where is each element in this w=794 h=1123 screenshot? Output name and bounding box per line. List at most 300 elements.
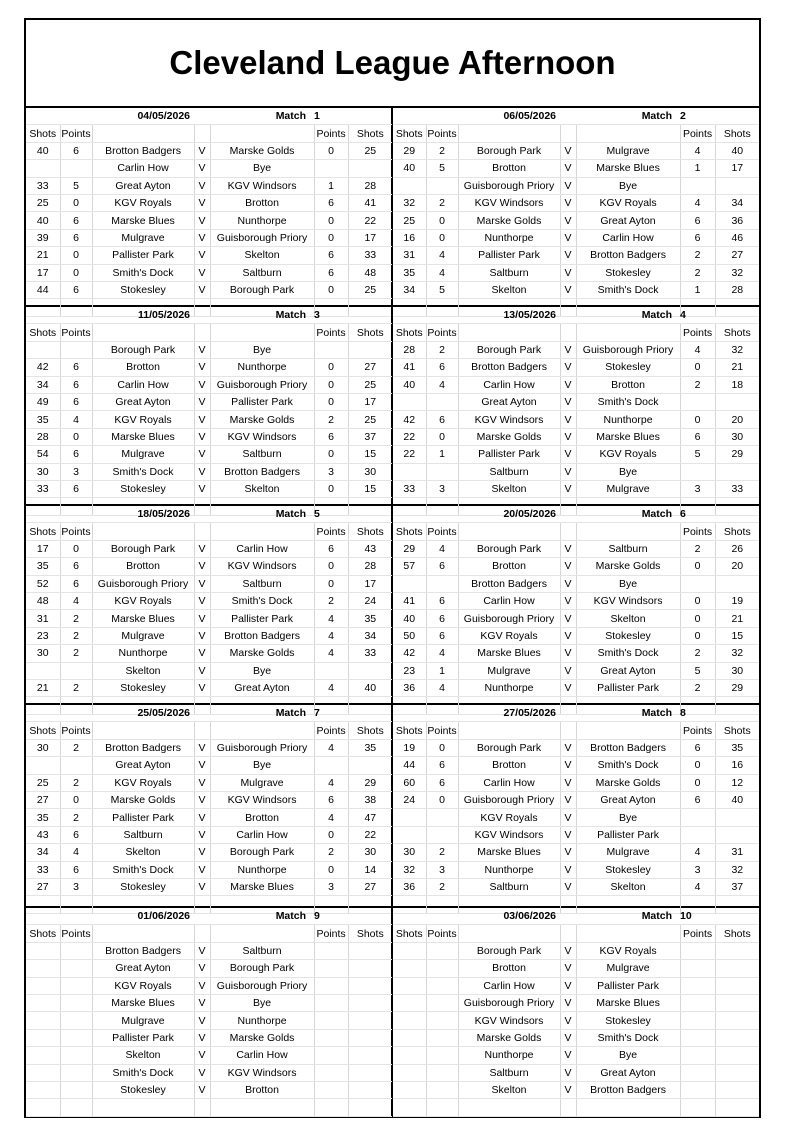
fixture-row (393, 463, 759, 480)
away-shots-header: Shots (715, 722, 759, 739)
home-points: 6 (60, 826, 92, 843)
away-points (314, 1081, 348, 1098)
away-points: 3 (680, 861, 715, 878)
home-points: 0 (426, 428, 458, 445)
home-points (60, 1029, 92, 1046)
match-date: 03/06/2026 (393, 908, 560, 925)
home-shots-header: Shots (26, 722, 60, 739)
away-points (314, 757, 348, 774)
home-shots (393, 1012, 426, 1029)
away-team: Brotton Badgers (210, 463, 314, 480)
away-shots (348, 977, 392, 994)
fixture-row (26, 540, 392, 557)
spacer (715, 705, 759, 722)
home-team: Skelton (92, 1047, 194, 1064)
home-shots: 21 (26, 679, 60, 696)
spacer (194, 324, 210, 341)
match-header-row (26, 307, 392, 324)
spacer (194, 722, 210, 739)
fixture-table (26, 506, 392, 715)
spacer (92, 324, 194, 341)
home-team: Smith's Dock (92, 463, 194, 480)
home-points: 5 (426, 281, 458, 298)
spacer (560, 108, 576, 125)
away-team: Stokesley (576, 264, 680, 281)
home-team: Mulgrave (92, 1012, 194, 1029)
away-shots: 47 (348, 809, 392, 826)
fixture-row (393, 177, 759, 194)
home-shots-header: Shots (393, 523, 426, 540)
away-team: Smith's Dock (576, 393, 680, 410)
home-shots: 40 (26, 212, 60, 229)
home-shots: 33 (26, 861, 60, 878)
away-shots-header: Shots (715, 523, 759, 540)
away-team: Bye (210, 160, 314, 177)
versus-label: V (560, 480, 576, 497)
away-points (314, 1012, 348, 1029)
versus-label: V (560, 861, 576, 878)
spacer (715, 506, 759, 523)
home-points: 2 (426, 341, 458, 358)
home-team: Carlin How (92, 160, 194, 177)
versus-label: V (560, 428, 576, 445)
match-header-row (26, 108, 392, 125)
versus-label: V (194, 592, 210, 609)
away-points: 2 (680, 679, 715, 696)
away-team: Brotton Badgers (576, 247, 680, 264)
fixture-row (26, 1047, 392, 1064)
home-shots: 30 (393, 844, 426, 861)
spacer (576, 722, 680, 739)
match-label: Match (210, 506, 314, 523)
home-shots: 32 (393, 194, 426, 211)
fixture-row (26, 977, 392, 994)
home-points: 6 (60, 359, 92, 376)
away-team: Brotton (210, 194, 314, 211)
home-team: Skelton (92, 662, 194, 679)
versus-label: V (194, 446, 210, 463)
away-points (680, 977, 715, 994)
home-team: Nunthorpe (458, 861, 560, 878)
spacer (560, 908, 576, 925)
fixture-row (26, 679, 392, 696)
blank-cell (715, 1099, 759, 1116)
home-team: Borough Park (92, 341, 194, 358)
home-points-header: Points (426, 722, 458, 739)
spacer (348, 108, 392, 125)
away-points: 0 (314, 142, 348, 159)
away-points: 6 (314, 540, 348, 557)
versus-label: V (194, 1081, 210, 1098)
away-team: Smith's Dock (576, 645, 680, 662)
versus-label: V (194, 1047, 210, 1064)
fixture-row (26, 142, 392, 159)
blank-cell (393, 1099, 426, 1116)
fixture-row (26, 878, 392, 895)
away-team: Marske Golds (576, 558, 680, 575)
home-points: 4 (60, 844, 92, 861)
away-shots: 24 (348, 592, 392, 609)
away-team: Brotton (210, 809, 314, 826)
away-team: Saltburn (210, 446, 314, 463)
versus-label: V (194, 878, 210, 895)
versus-label: V (560, 1012, 576, 1029)
home-team: Brotton Badgers (92, 739, 194, 756)
away-shots (348, 1047, 392, 1064)
home-team: Great Ayton (92, 960, 194, 977)
away-shots (715, 809, 759, 826)
fixture-row (393, 341, 759, 358)
blank-cell (60, 1099, 92, 1116)
versus-label: V (560, 809, 576, 826)
home-points: 6 (426, 774, 458, 791)
away-shots (348, 942, 392, 959)
away-points (680, 826, 715, 843)
away-team: Pallister Park (576, 977, 680, 994)
versus-label: V (560, 1064, 576, 1081)
home-team: Skelton (458, 1081, 560, 1098)
fixture-row (26, 826, 392, 843)
away-points: 0 (680, 592, 715, 609)
fixture-row (393, 1012, 759, 1029)
away-shots: 16 (715, 757, 759, 774)
home-points: 2 (60, 627, 92, 644)
home-team: Guisborough Priory (458, 610, 560, 627)
away-points: 4 (680, 341, 715, 358)
home-points (426, 177, 458, 194)
away-points: 4 (680, 844, 715, 861)
fixture-row (26, 393, 392, 410)
fixture-row (26, 739, 392, 756)
away-points: 4 (314, 739, 348, 756)
home-team: Borough Park (458, 942, 560, 959)
fixture-row (26, 1012, 392, 1029)
fixture-row (26, 844, 392, 861)
home-team: Marske Golds (458, 1029, 560, 1046)
match-label: Match (576, 705, 680, 722)
home-team: Stokesley (92, 281, 194, 298)
away-points: 6 (314, 791, 348, 808)
home-points: 0 (60, 540, 92, 557)
home-team: Guisborough Priory (92, 575, 194, 592)
home-points (426, 826, 458, 843)
away-shots: 30 (348, 844, 392, 861)
match-date: 27/05/2026 (393, 705, 560, 722)
home-shots (393, 1029, 426, 1046)
away-points-header: Points (314, 324, 348, 341)
home-points-header: Points (426, 324, 458, 341)
away-points: 0 (314, 376, 348, 393)
spacer (92, 523, 194, 540)
home-points: 4 (426, 247, 458, 264)
home-points: 6 (60, 393, 92, 410)
home-points: 6 (60, 281, 92, 298)
home-team: KGV Windsors (458, 826, 560, 843)
fixture-row (393, 281, 759, 298)
home-shots: 25 (26, 194, 60, 211)
home-points: 2 (60, 645, 92, 662)
versus-label: V (560, 540, 576, 557)
away-points: 0 (314, 281, 348, 298)
home-team: Brotton Badgers (458, 359, 560, 376)
fixture-row (26, 809, 392, 826)
fixture-row (393, 977, 759, 994)
away-shots (715, 1029, 759, 1046)
home-shots: 35 (393, 264, 426, 281)
away-team: Pallister Park (210, 610, 314, 627)
versus-label: V (560, 739, 576, 756)
blank-cell (92, 1099, 194, 1116)
home-shots: 50 (393, 627, 426, 644)
home-shots: 42 (393, 411, 426, 428)
home-points: 4 (60, 411, 92, 428)
away-shots (348, 1064, 392, 1081)
home-team: Marske Blues (92, 212, 194, 229)
versus-label: V (194, 177, 210, 194)
fixture-row (26, 558, 392, 575)
home-shots: 22 (393, 428, 426, 445)
home-shots: 34 (393, 281, 426, 298)
match-number: 10 (680, 908, 715, 925)
blank-cell (314, 1099, 348, 1116)
away-team: Nunthorpe (210, 359, 314, 376)
spacer (194, 925, 210, 942)
away-shots: 35 (348, 739, 392, 756)
away-shots: 15 (715, 627, 759, 644)
away-points: 4 (314, 679, 348, 696)
fixture-row (26, 359, 392, 376)
home-points (426, 942, 458, 959)
fixture-row (393, 558, 759, 575)
home-shots: 28 (393, 341, 426, 358)
versus-label: V (560, 359, 576, 376)
away-points-header: Points (314, 722, 348, 739)
fixture-row (26, 264, 392, 281)
versus-label: V (194, 212, 210, 229)
spacer (560, 722, 576, 739)
away-team: Bye (210, 994, 314, 1011)
blank-cell (426, 1099, 458, 1116)
home-points: 6 (60, 480, 92, 497)
home-shots: 40 (393, 376, 426, 393)
home-points-header: Points (60, 925, 92, 942)
away-points: 2 (680, 247, 715, 264)
versus-label: V (194, 791, 210, 808)
column-header-row (393, 722, 759, 739)
home-team: KGV Royals (458, 809, 560, 826)
home-shots (26, 942, 60, 959)
away-team: Brotton Badgers (210, 627, 314, 644)
away-points: 0 (680, 774, 715, 791)
versus-label: V (194, 826, 210, 843)
home-team: Marske Golds (92, 791, 194, 808)
home-shots (26, 994, 60, 1011)
away-points (680, 942, 715, 959)
away-team: Brotton Badgers (576, 739, 680, 756)
away-shots: 41 (348, 194, 392, 211)
versus-label: V (560, 177, 576, 194)
home-shots: 22 (393, 446, 426, 463)
home-points: 6 (426, 610, 458, 627)
away-shots (715, 575, 759, 592)
home-points: 6 (426, 558, 458, 575)
home-shots (393, 575, 426, 592)
away-team: Pallister Park (576, 679, 680, 696)
versus-label: V (560, 341, 576, 358)
away-team: Mulgrave (210, 774, 314, 791)
fixture-row (393, 480, 759, 497)
versus-label: V (560, 264, 576, 281)
home-points (60, 977, 92, 994)
home-points (426, 1064, 458, 1081)
versus-label: V (560, 610, 576, 627)
versus-label: V (560, 247, 576, 264)
away-shots: 37 (348, 428, 392, 445)
home-team: Pallister Park (92, 1029, 194, 1046)
home-team: Skelton (458, 281, 560, 298)
away-points-header: Points (680, 125, 715, 142)
home-team: Pallister Park (92, 247, 194, 264)
home-points: 4 (426, 376, 458, 393)
away-points: 4 (314, 774, 348, 791)
away-team: Skelton (210, 247, 314, 264)
home-team: KGV Royals (92, 194, 194, 211)
home-points: 2 (426, 142, 458, 159)
home-points: 6 (426, 359, 458, 376)
away-shots: 17 (715, 160, 759, 177)
fixture-row (26, 376, 392, 393)
match-date: 11/05/2026 (26, 307, 194, 324)
home-points: 6 (426, 411, 458, 428)
home-shots: 33 (26, 177, 60, 194)
versus-label: V (194, 627, 210, 644)
away-shots: 30 (715, 428, 759, 445)
home-points: 4 (426, 264, 458, 281)
fixture-row (393, 1081, 759, 1098)
home-points (426, 1029, 458, 1046)
away-points: 2 (680, 540, 715, 557)
versus-label: V (560, 446, 576, 463)
away-points (680, 575, 715, 592)
match-block-9 (26, 908, 393, 1118)
spacer (194, 506, 210, 523)
away-points: 2 (680, 264, 715, 281)
versus-label: V (194, 341, 210, 358)
home-shots: 40 (26, 142, 60, 159)
versus-label: V (194, 160, 210, 177)
fixture-row (393, 679, 759, 696)
fixture-row (26, 994, 392, 1011)
match-number: 2 (680, 108, 715, 125)
home-points: 2 (426, 844, 458, 861)
home-points (60, 1081, 92, 1098)
home-points: 0 (426, 229, 458, 246)
versus-label: V (194, 1029, 210, 1046)
versus-label: V (194, 480, 210, 497)
away-points: 1 (680, 281, 715, 298)
fixture-row (393, 194, 759, 211)
home-shots (393, 826, 426, 843)
home-team: Guisborough Priory (458, 791, 560, 808)
versus-label: V (194, 393, 210, 410)
versus-label: V (560, 878, 576, 895)
away-points: 4 (680, 194, 715, 211)
match-number: 4 (680, 307, 715, 324)
home-team: Guisborough Priory (458, 177, 560, 194)
away-points: 0 (314, 861, 348, 878)
away-team: Marske Golds (210, 411, 314, 428)
away-points: 0 (314, 446, 348, 463)
fixture-table (26, 307, 392, 516)
fixture-row (393, 878, 759, 895)
home-team: Mulgrave (92, 229, 194, 246)
away-shots: 25 (348, 281, 392, 298)
home-team: Great Ayton (458, 393, 560, 410)
away-shots: 31 (715, 844, 759, 861)
home-points: 6 (60, 446, 92, 463)
match-block-4 (393, 307, 759, 506)
away-team: KGV Windsors (210, 177, 314, 194)
home-team: Carlin How (92, 376, 194, 393)
home-shots: 23 (26, 627, 60, 644)
home-shots: 19 (393, 739, 426, 756)
away-team: Stokesley (576, 861, 680, 878)
fixture-table (393, 908, 759, 1117)
fixture-table (393, 506, 759, 715)
blank-cell (458, 1099, 560, 1116)
fixture-row (393, 757, 759, 774)
away-shots (348, 1012, 392, 1029)
home-points: 0 (60, 264, 92, 281)
home-team: Nunthorpe (458, 679, 560, 696)
away-shots (348, 160, 392, 177)
away-points: 4 (314, 645, 348, 662)
fixture-table (393, 108, 759, 317)
home-shots: 30 (26, 739, 60, 756)
home-team: Carlin How (458, 592, 560, 609)
spacer (194, 705, 210, 722)
away-shots-header: Shots (715, 125, 759, 142)
home-team: Brotton (458, 558, 560, 575)
home-shots: 28 (26, 428, 60, 445)
home-shots: 17 (26, 540, 60, 557)
versus-label: V (194, 428, 210, 445)
versus-label: V (560, 679, 576, 696)
home-team: Brotton (458, 960, 560, 977)
away-points: 1 (680, 160, 715, 177)
home-points (60, 994, 92, 1011)
home-points: 2 (426, 878, 458, 895)
away-team: Bye (576, 1047, 680, 1064)
away-shots (348, 1081, 392, 1098)
match-date: 06/05/2026 (393, 108, 560, 125)
versus-label: V (560, 558, 576, 575)
home-shots (393, 177, 426, 194)
away-shots: 33 (348, 247, 392, 264)
home-team: Mulgrave (458, 662, 560, 679)
away-team: KGV Windsors (210, 428, 314, 445)
home-team: Marske Blues (92, 994, 194, 1011)
away-team: Great Ayton (576, 1064, 680, 1081)
home-shots (26, 341, 60, 358)
home-shots: 32 (393, 861, 426, 878)
away-points: 2 (314, 592, 348, 609)
home-team: Saltburn (92, 826, 194, 843)
away-points: 0 (314, 826, 348, 843)
match-header-row (26, 705, 392, 722)
match-number: 5 (314, 506, 348, 523)
fixture-row (26, 229, 392, 246)
